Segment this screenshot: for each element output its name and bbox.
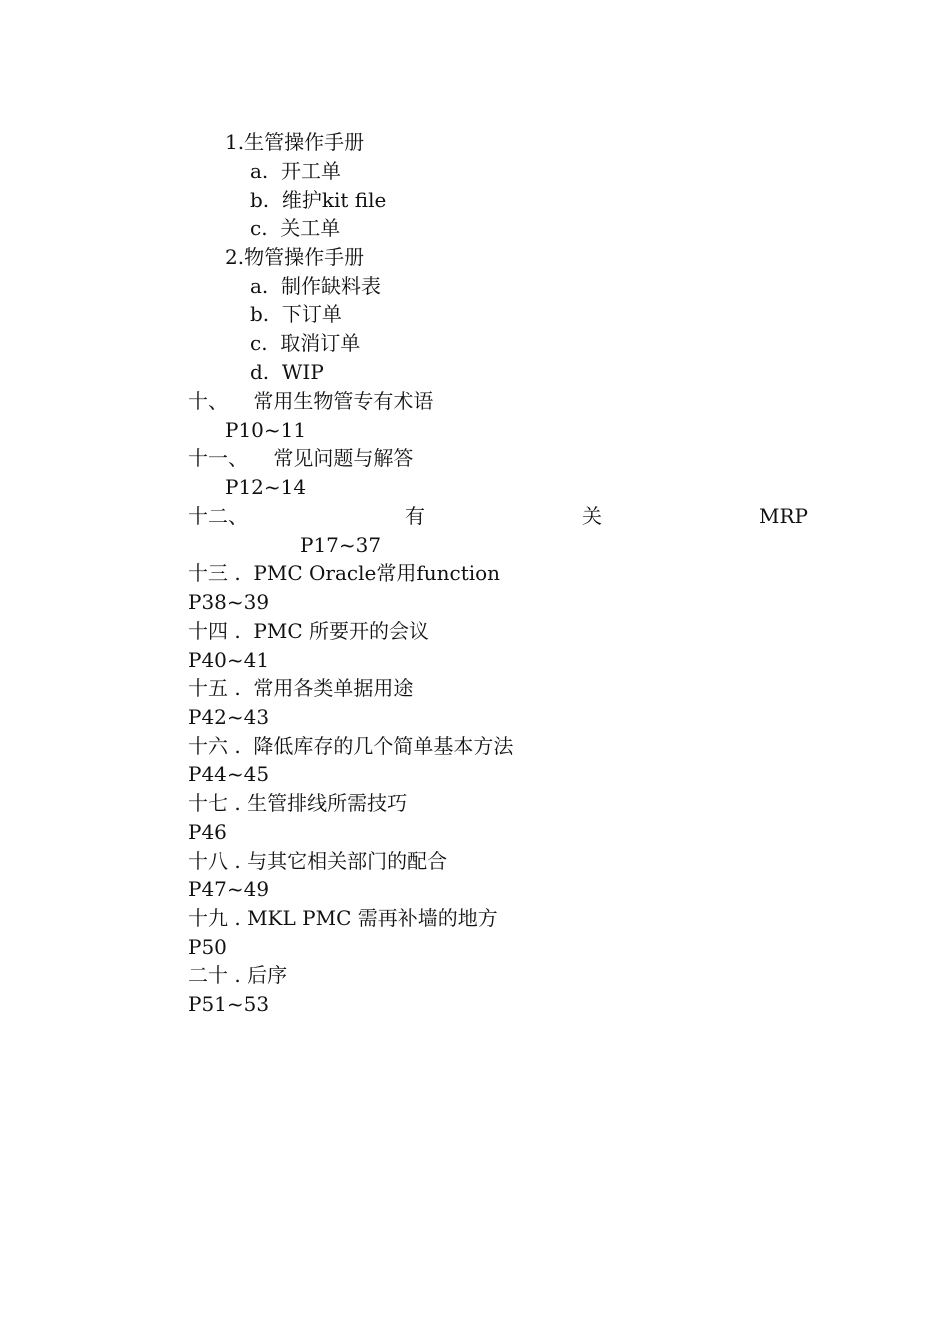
toc-section-1-item-b: b. 维护kit file <box>250 188 387 212</box>
toc-item-13-pages: P38~39 <box>188 590 270 614</box>
toc-section-2-item-d: d. WIP <box>250 360 324 384</box>
toc-item-12-pages: P17~37 <box>300 533 382 557</box>
toc-item-17-label: 十七 . 生管排线所需技巧 <box>188 791 408 815</box>
toc-section-1-item-a: a. 开工单 <box>250 159 341 183</box>
toc-section-1-item-c: c. 关工单 <box>250 216 341 240</box>
toc-item-20-label: 二十 . 后序 <box>188 963 288 987</box>
toc-section-1-title: 1.生管操作手册 <box>225 130 365 154</box>
toc-item-13-label: 十三 . PMC Oracle常用function <box>188 561 501 585</box>
toc-item-15-pages: P42~43 <box>188 705 270 729</box>
toc-item-14-pages: P40~41 <box>188 648 270 672</box>
toc-item-18-label: 十八 . 与其它相关部门的配合 <box>188 849 448 873</box>
toc-item-16-label: 十六 . 降低库存的几个简单基本方法 <box>188 734 514 758</box>
toc-item-12-word-2: 关 <box>582 504 602 528</box>
toc-section-2-item-a: a. 制作缺料表 <box>250 274 381 298</box>
toc-item-10-pages: P10~11 <box>225 418 307 442</box>
toc-item-16-pages: P44~45 <box>188 762 270 786</box>
toc-section-2-item-c: c. 取消订单 <box>250 331 361 355</box>
toc-item-10-label: 十、 常用生物管专有术语 <box>188 389 434 413</box>
toc-section-2-item-b: b. 下订单 <box>250 302 342 326</box>
toc-item-12-row <box>188 502 808 530</box>
toc-item-14-label: 十四 . PMC 所要开的会议 <box>188 619 430 643</box>
toc-item-11-label: 十一、 常见问题与解答 <box>188 446 414 470</box>
toc-item-19-pages: P50 <box>188 935 227 959</box>
toc-item-15-label: 十五 . 常用各类单据用途 <box>188 676 414 700</box>
toc-section-2-title: 2.物管操作手册 <box>225 245 365 269</box>
toc-item-18-pages: P47~49 <box>188 877 270 901</box>
toc-item-12-word-3: MRP <box>759 504 808 528</box>
toc-item-12-number: 十二、 <box>188 504 248 528</box>
toc-item-20-pages: P51~53 <box>188 992 270 1016</box>
toc-item-11-pages: P12~14 <box>225 475 307 499</box>
toc-item-19-label: 十九 . MKL PMC 需再补墙的地方 <box>188 906 498 930</box>
toc-item-17-pages: P46 <box>188 820 227 844</box>
toc-item-12-word-1: 有 <box>405 504 425 528</box>
